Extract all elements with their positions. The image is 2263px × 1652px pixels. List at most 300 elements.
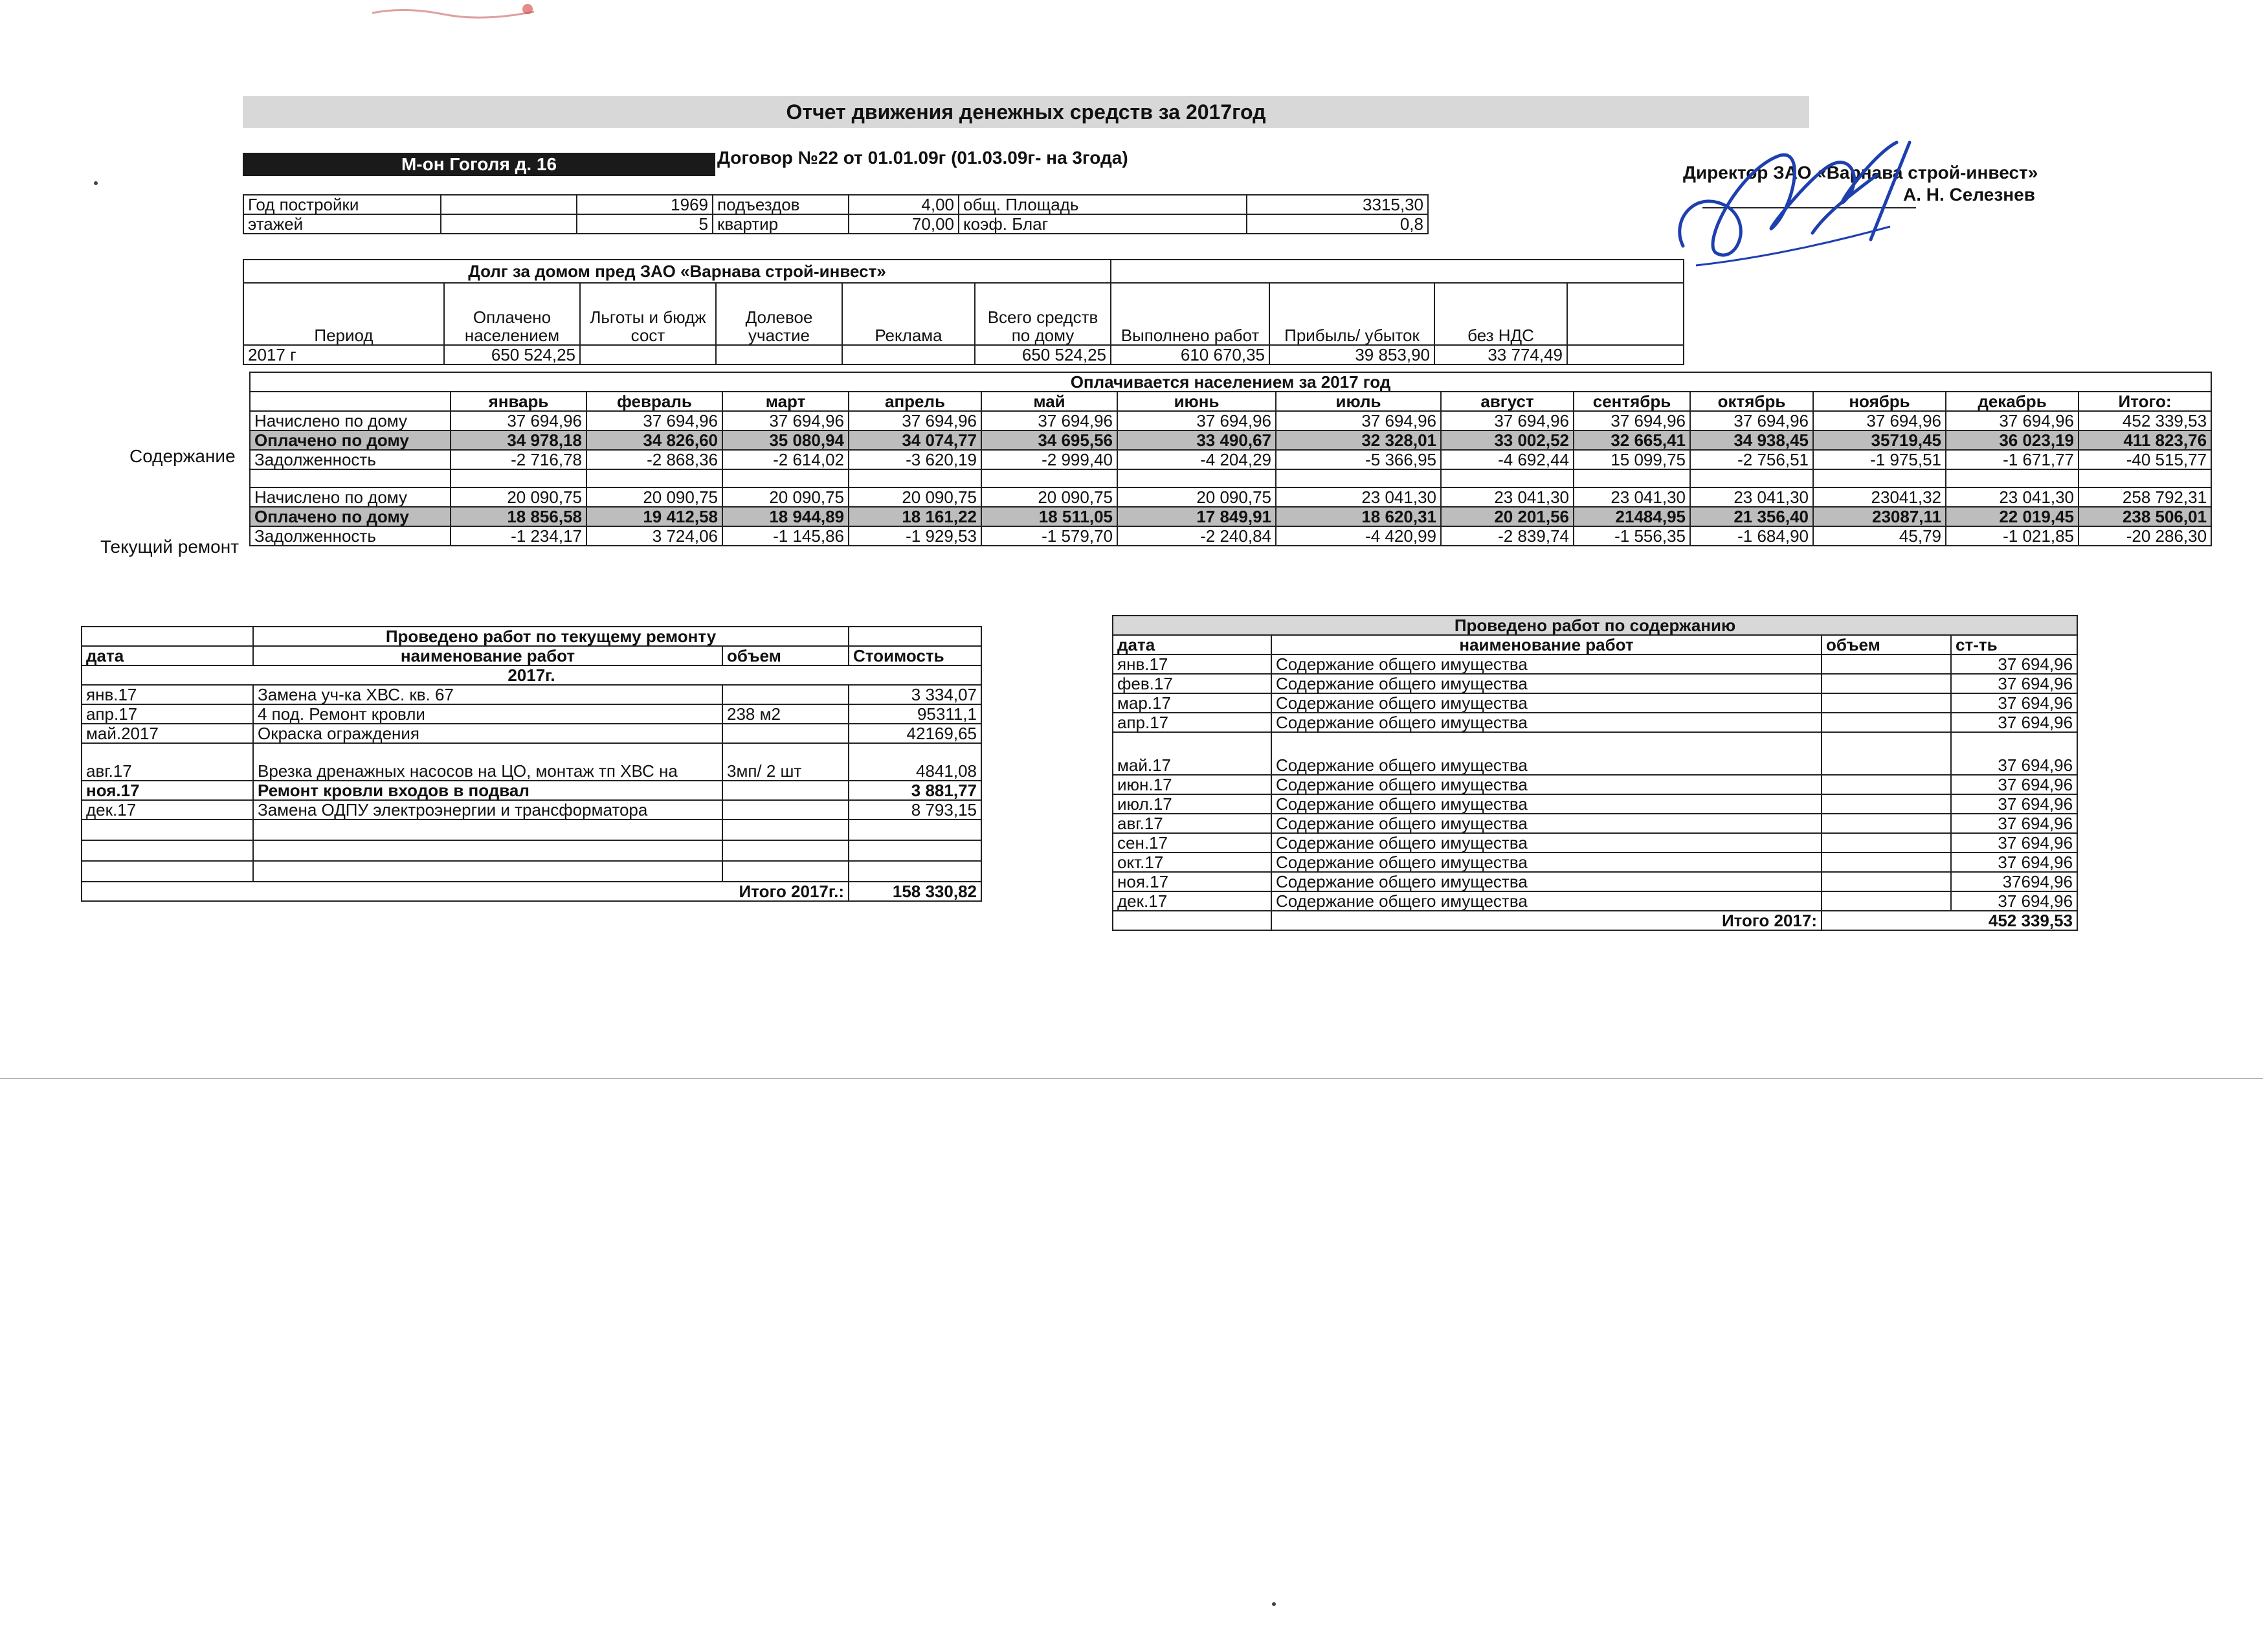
maint-header: ст-ть — [1951, 635, 2077, 654]
maintenance-works-table — [1112, 615, 2078, 931]
payments-value: 17 849,91 — [1117, 507, 1276, 526]
payments-value: 258 792,31 — [2079, 487, 2211, 507]
maint-cell: Содержание общего имущества — [1271, 775, 1822, 794]
payments-value: 23 041,30 — [1690, 487, 1813, 507]
maint-cell — [1822, 853, 1951, 872]
repair-cell: ноя.17 — [82, 781, 253, 800]
payments-value: -1 929,53 — [849, 526, 981, 546]
maint-cell: сен.17 — [1113, 833, 1271, 853]
payments-value: 34 695,56 — [981, 430, 1117, 450]
maint-cell: Содержание общего имущества — [1271, 853, 1822, 872]
repair-cell: Врезка дренажных насосов на ЦО, монтаж тп ХВС на — [253, 743, 722, 781]
payments-value: 21 356,40 — [1690, 507, 1813, 526]
spacer-cell — [586, 469, 722, 487]
debt-cell-profit: 39 853,90 — [1269, 345, 1434, 364]
payments-value: 37 694,96 — [1117, 411, 1276, 430]
payments-value: 23087,11 — [1813, 507, 1946, 526]
maint-row — [1113, 693, 2077, 713]
payments-row-label: Начислено по дому — [250, 411, 451, 430]
repair-cell: апр.17 — [82, 704, 253, 724]
maint-cell: Содержание общего имущества — [1271, 814, 1822, 833]
maint-cell: май.17 — [1113, 732, 1271, 775]
repair-header: наименование работ — [253, 646, 722, 665]
empty-cell — [722, 840, 849, 861]
repair-cell: 8 793,15 — [849, 800, 981, 820]
debt-cell-period: 2017 г — [243, 345, 444, 364]
maint-row — [1113, 654, 2077, 674]
payments-value: 35 080,94 — [722, 430, 849, 450]
repair-cell: янв.17 — [82, 685, 253, 704]
debt-header-novat: без НДС — [1434, 283, 1567, 345]
empty-cell — [82, 840, 253, 861]
maint-cell — [1822, 794, 1951, 814]
payments-value: 37 694,96 — [1441, 411, 1574, 430]
maint-cell — [1822, 872, 1951, 891]
building-apartments-value: 70,00 — [849, 214, 959, 234]
payments-row-label: Оплачено по дому — [250, 507, 451, 526]
payments-value: 23 041,30 — [1574, 487, 1690, 507]
payments-value: 34 978,18 — [451, 430, 586, 450]
payments-value: -20 286,30 — [2079, 526, 2211, 546]
repair-year-row — [82, 665, 981, 685]
payments-value: 35719,45 — [1813, 430, 1946, 450]
maint-row — [1113, 872, 2077, 891]
maint-cell: дек.17 — [1113, 891, 1271, 911]
repair-cell: дек.17 — [82, 800, 253, 820]
building-label-area: общ. Площадь — [959, 195, 1247, 214]
payments-row — [250, 450, 2211, 469]
repair-row — [82, 743, 981, 781]
contract-info: Договор №22 от 01.01.09г (01.03.09г- на 3года) — [717, 148, 1128, 168]
payments-value: 37 694,96 — [586, 411, 722, 430]
spacer-cell — [722, 469, 849, 487]
payments-value: 37 694,96 — [1276, 411, 1441, 430]
payments-table — [249, 372, 2212, 546]
section-label-maintenance: Содержание — [129, 446, 236, 466]
payments-value: -1 975,51 — [1813, 450, 1946, 469]
payments-value: -1 671,77 — [1946, 450, 2079, 469]
empty-cell — [253, 820, 722, 840]
director-name: А. Н. Селезнев — [1903, 184, 2035, 205]
payments-value: -2 614,02 — [722, 450, 849, 469]
maint-header: дата — [1113, 635, 1271, 654]
month-header: октябрь — [1690, 392, 1813, 411]
payments-header-empty — [250, 392, 451, 411]
month-header: май — [981, 392, 1117, 411]
repair-header: Стоимость — [849, 646, 981, 665]
repair-cell: Замена уч-ка ХВС. кв. 67 — [253, 685, 722, 704]
maint-cell: 37 694,96 — [1951, 654, 2077, 674]
payments-month-header — [250, 392, 2211, 411]
maint-cell: 37 694,96 — [1951, 732, 2077, 775]
payments-value: 37 694,96 — [1574, 411, 1690, 430]
payments-value: -4 204,29 — [1117, 450, 1276, 469]
payments-value: 20 090,75 — [722, 487, 849, 507]
maint-cell — [1822, 814, 1951, 833]
repair-row — [82, 800, 981, 820]
repair-cell — [722, 800, 849, 820]
maint-cell: фев.17 — [1113, 674, 1271, 693]
maint-cell: июн.17 — [1113, 775, 1271, 794]
repair-cell: 4841,08 — [849, 743, 981, 781]
maint-row — [1113, 814, 2077, 833]
maint-cell: Содержание общего имущества — [1271, 794, 1822, 814]
repair-row — [82, 704, 981, 724]
repair-cell: 3мп/ 2 шт — [722, 743, 849, 781]
building-empty — [441, 195, 577, 214]
payments-value: 23041,32 — [1813, 487, 1946, 507]
maint-cell: Содержание общего имущества — [1271, 891, 1822, 911]
debt-header-total: Всего средств по дому — [975, 283, 1111, 345]
payments-value: -2 756,51 — [1690, 450, 1813, 469]
maint-cell: Содержание общего имущества — [1271, 654, 1822, 674]
repair-year-label: 2017г. — [82, 665, 981, 685]
maint-cell: 37 694,96 — [1951, 853, 2077, 872]
maint-cell: ноя.17 — [1113, 872, 1271, 891]
empty-cell — [1113, 911, 1271, 930]
repair-header: дата — [82, 646, 253, 665]
repair-cell: Замена ОДПУ электроэнергии и трансформатора — [253, 800, 722, 820]
repair-header-row — [82, 646, 981, 665]
month-header: сентябрь — [1574, 392, 1690, 411]
maint-cell: 37 694,96 — [1951, 814, 2077, 833]
maint-cell: Содержание общего имущества — [1271, 833, 1822, 853]
payments-value: 37 694,96 — [722, 411, 849, 430]
payments-value: 3 724,06 — [586, 526, 722, 546]
empty-cell — [849, 861, 981, 882]
payments-row — [250, 430, 2211, 450]
month-header: декабрь — [1946, 392, 2079, 411]
month-header: апрель — [849, 392, 981, 411]
empty-cell — [82, 820, 253, 840]
month-header: февраль — [586, 392, 722, 411]
maint-cell — [1822, 891, 1951, 911]
payments-value: 18 511,05 — [981, 507, 1117, 526]
maint-cell — [1822, 732, 1951, 775]
repair-empty-row — [82, 840, 981, 861]
building-label-year: Год постройки — [243, 195, 441, 214]
repair-cell — [722, 781, 849, 800]
payments-value: 37 694,96 — [451, 411, 586, 430]
maint-header-row — [1113, 635, 2077, 654]
payments-value: -1 021,85 — [1946, 526, 2079, 546]
building-area-value: 3315,30 — [1247, 195, 1428, 214]
payments-value: -1 556,35 — [1574, 526, 1690, 546]
empty-cell — [82, 861, 253, 882]
payments-value: 20 201,56 — [1441, 507, 1574, 526]
payments-value: -2 240,84 — [1117, 526, 1276, 546]
maint-row — [1113, 891, 2077, 911]
building-entrances-value: 4,00 — [849, 195, 959, 214]
building-info-table — [243, 194, 1429, 234]
payments-row — [250, 411, 2211, 430]
payments-value: 20 090,75 — [981, 487, 1117, 507]
spacer-cell — [849, 469, 981, 487]
maint-row — [1113, 775, 2077, 794]
repair-total-value: 158 330,82 — [849, 882, 981, 901]
repair-title-empty — [849, 627, 981, 646]
payments-value: 20 090,75 — [586, 487, 722, 507]
payments-spacer-row — [250, 469, 2211, 487]
report-title: Отчет движения денежных средств за 2017год — [243, 96, 1809, 128]
debt-cell-novat: 33 774,49 — [1434, 345, 1567, 364]
spacer-cell — [1690, 469, 1813, 487]
payments-value: 20 090,75 — [1117, 487, 1276, 507]
payments-title-row — [250, 372, 2211, 392]
spacer-cell — [1441, 469, 1574, 487]
payments-value: 15 099,75 — [1574, 450, 1690, 469]
payments-value: 23 041,30 — [1441, 487, 1574, 507]
payments-value: 23 041,30 — [1946, 487, 2079, 507]
repair-total-row — [82, 882, 981, 901]
payments-value: 32 665,41 — [1574, 430, 1690, 450]
repair-empty-row — [82, 861, 981, 882]
payments-value: 37 694,96 — [849, 411, 981, 430]
address-label: М-он Гоголя д. 16 — [243, 153, 715, 176]
payments-value: -1 684,90 — [1690, 526, 1813, 546]
payments-title: Оплачивается населением за 2017 год — [250, 372, 2211, 392]
payments-value: 34 938,45 — [1690, 430, 1813, 450]
maint-cell — [1822, 654, 1951, 674]
month-header: июль — [1276, 392, 1441, 411]
empty-cell — [722, 820, 849, 840]
debt-title-empty — [1111, 260, 1684, 283]
maint-cell — [1822, 674, 1951, 693]
repair-row — [82, 724, 981, 743]
payments-value: -5 366,95 — [1276, 450, 1441, 469]
maint-cell: Содержание общего имущества — [1271, 713, 1822, 732]
payments-value: 452 339,53 — [2079, 411, 2211, 430]
debt-header-ads: Реклама — [842, 283, 975, 345]
spacer-cell — [1117, 469, 1276, 487]
debt-header-paid: Оплачено населением — [444, 283, 580, 345]
maint-cell: апр.17 — [1113, 713, 1271, 732]
maint-cell: 37 694,96 — [1951, 794, 2077, 814]
payments-value: 19 412,58 — [586, 507, 722, 526]
payments-row-label: Начислено по дому — [250, 487, 451, 507]
debt-title: Долг за домом пред ЗАО «Варнава строй-инвест» — [243, 260, 1111, 283]
payments-value: 20 090,75 — [451, 487, 586, 507]
repair-cell: Ремонт кровли входов в подвал — [253, 781, 722, 800]
building-row — [243, 195, 1428, 214]
maint-cell: Содержание общего имущества — [1271, 732, 1822, 775]
repair-title-row — [82, 627, 981, 646]
payments-row — [250, 507, 2211, 526]
payments-value: 37 694,96 — [1690, 411, 1813, 430]
scan-speck — [1272, 1602, 1276, 1606]
maint-total-label: Итого 2017: — [1271, 911, 1822, 930]
building-label-entrances: подъездов — [713, 195, 849, 214]
payments-value: 34 826,60 — [586, 430, 722, 450]
building-year-value: 1969 — [577, 195, 713, 214]
payments-value: -4 420,99 — [1276, 526, 1441, 546]
month-header: январь — [451, 392, 586, 411]
repair-row — [82, 685, 981, 704]
maint-cell — [1822, 693, 1951, 713]
scan-speck — [94, 181, 98, 185]
maint-cell — [1822, 713, 1951, 732]
debt-cell-works: 610 670,35 — [1111, 345, 1269, 364]
repair-cell: 4 под. Ремонт кровли — [253, 704, 722, 724]
empty-cell — [253, 861, 722, 882]
month-header: август — [1441, 392, 1574, 411]
repair-empty-row — [82, 820, 981, 840]
payments-value: 36 023,19 — [1946, 430, 2079, 450]
maint-cell: мар.17 — [1113, 693, 1271, 713]
repair-cell: 3 334,07 — [849, 685, 981, 704]
maint-cell: Содержание общего имущества — [1271, 674, 1822, 693]
maint-cell: авг.17 — [1113, 814, 1271, 833]
debt-header-empty — [1567, 283, 1684, 345]
building-coef-value: 0,8 — [1247, 214, 1428, 234]
month-header: март — [722, 392, 849, 411]
payments-value: 37 694,96 — [1813, 411, 1946, 430]
maint-cell — [1822, 833, 1951, 853]
empty-cell — [722, 861, 849, 882]
payments-value: 34 074,77 — [849, 430, 981, 450]
payments-value: 32 328,01 — [1276, 430, 1441, 450]
payments-value: -2 716,78 — [451, 450, 586, 469]
payments-value: -1 579,70 — [981, 526, 1117, 546]
debt-header-benefits: Льготы и бюдж сост — [580, 283, 716, 345]
debt-cell-paid: 650 524,25 — [444, 345, 580, 364]
empty-cell — [849, 820, 981, 840]
debt-cell-ads — [842, 345, 975, 364]
building-row — [243, 214, 1428, 234]
repair-cell: авг.17 — [82, 743, 253, 781]
payments-row-label: Задолженность — [250, 450, 451, 469]
repair-cell: май.2017 — [82, 724, 253, 743]
maint-cell: 37 694,96 — [1951, 693, 2077, 713]
maint-cell: 37 694,96 — [1951, 674, 2077, 693]
spacer-cell — [1574, 469, 1690, 487]
debt-cell-share — [716, 345, 842, 364]
maint-cell: 37 694,96 — [1951, 713, 2077, 732]
payments-value: -1 234,17 — [451, 526, 586, 546]
payments-value: -1 145,86 — [722, 526, 849, 546]
maint-cell: Содержание общего имущества — [1271, 872, 1822, 891]
repair-cell — [722, 724, 849, 743]
repair-title-empty — [82, 627, 253, 646]
payments-row — [250, 487, 2211, 507]
spacer-cell — [981, 469, 1117, 487]
maint-cell: июл.17 — [1113, 794, 1271, 814]
maint-cell — [1822, 775, 1951, 794]
payments-value: -40 515,77 — [2079, 450, 2211, 469]
payments-value: 45,79 — [1813, 526, 1946, 546]
director-title: Директор ЗАО «Варнава строй-инвест» — [1683, 162, 2038, 183]
maint-row — [1113, 732, 2077, 775]
payments-value: 18 856,58 — [451, 507, 586, 526]
repair-works-table — [81, 626, 982, 902]
maint-cell: 37 694,96 — [1951, 833, 2077, 853]
payments-value: -2 839,74 — [1441, 526, 1574, 546]
spacer-cell — [1276, 469, 1441, 487]
debt-cell-total: 650 524,25 — [975, 345, 1111, 364]
spacer-cell — [2079, 469, 2211, 487]
spacer-cell — [1946, 469, 2079, 487]
repair-cell: 95311,1 — [849, 704, 981, 724]
maint-cell: 37 694,96 — [1951, 775, 2077, 794]
payments-value: 411 823,76 — [2079, 430, 2211, 450]
debt-header-works: Выполнено работ — [1111, 283, 1269, 345]
maint-cell: Содержание общего имущества — [1271, 693, 1822, 713]
repair-header: объем — [722, 646, 849, 665]
red-stamp-mark — [366, 0, 547, 26]
payments-value: 22 019,45 — [1946, 507, 2079, 526]
payments-value: 238 506,01 — [2079, 507, 2211, 526]
payments-value: 18 944,89 — [722, 507, 849, 526]
repair-cell: Окраска ограждения — [253, 724, 722, 743]
spacer-cell — [451, 469, 586, 487]
maint-cell: окт.17 — [1113, 853, 1271, 872]
spacer-cell — [1813, 469, 1946, 487]
payments-value: 33 490,67 — [1117, 430, 1276, 450]
repair-cell: 3 881,77 — [849, 781, 981, 800]
debt-table — [243, 259, 1684, 365]
empty-cell — [849, 840, 981, 861]
payments-value: -2 999,40 — [981, 450, 1117, 469]
month-header: июнь — [1117, 392, 1276, 411]
repair-works-title: Проведено работ по текущему ремонту — [253, 627, 849, 646]
month-header: ноябрь — [1813, 392, 1946, 411]
debt-cell-extra — [1567, 345, 1684, 364]
building-floors-value: 5 — [577, 214, 713, 234]
month-header: Итого: — [2079, 392, 2211, 411]
building-label-coef: коэф. Благ — [959, 214, 1247, 234]
maint-header: объем — [1822, 635, 1951, 654]
maint-row — [1113, 833, 2077, 853]
repair-cell — [722, 685, 849, 704]
maint-cell: янв.17 — [1113, 654, 1271, 674]
payments-value: 21484,95 — [1574, 507, 1690, 526]
maint-row — [1113, 853, 2077, 872]
debt-header-profit: Прибыль/ убыток — [1269, 283, 1434, 345]
maint-row — [1113, 674, 2077, 693]
page-divider — [0, 1078, 2263, 1079]
repair-cell: 42169,65 — [849, 724, 981, 743]
debt-row — [243, 345, 1684, 364]
payments-row-label: Задолженность — [250, 526, 451, 546]
payments-value: -2 868,36 — [586, 450, 722, 469]
payments-value: 33 002,52 — [1441, 430, 1574, 450]
payments-value: 18 620,31 — [1276, 507, 1441, 526]
building-label-apartments: квартир — [713, 214, 849, 234]
payments-value: -3 620,19 — [849, 450, 981, 469]
payments-value: 20 090,75 — [849, 487, 981, 507]
maint-header: наименование работ — [1271, 635, 1822, 654]
building-empty — [441, 214, 577, 234]
debt-header-period: Период — [243, 283, 444, 345]
payments-value: 37 694,96 — [1946, 411, 2079, 430]
maint-title-row — [1113, 616, 2077, 635]
payments-value: 18 161,22 — [849, 507, 981, 526]
maint-cell: 37 694,96 — [1951, 891, 2077, 911]
repair-total-label: Итого 2017г.: — [82, 882, 849, 901]
payments-value: 37 694,96 — [981, 411, 1117, 430]
debt-header-share: Долевое участие — [716, 283, 842, 345]
payments-row — [250, 526, 2211, 546]
payments-value: -4 692,44 — [1441, 450, 1574, 469]
maint-total-row — [1113, 911, 2077, 930]
repair-cell: 238 м2 — [722, 704, 849, 724]
maintenance-works-title: Проведено работ по содержанию — [1113, 616, 2077, 635]
building-label-floors: этажей — [243, 214, 441, 234]
maint-total-value: 452 339,53 — [1822, 911, 2077, 930]
empty-cell — [253, 840, 722, 861]
repair-row — [82, 781, 981, 800]
maint-row — [1113, 794, 2077, 814]
